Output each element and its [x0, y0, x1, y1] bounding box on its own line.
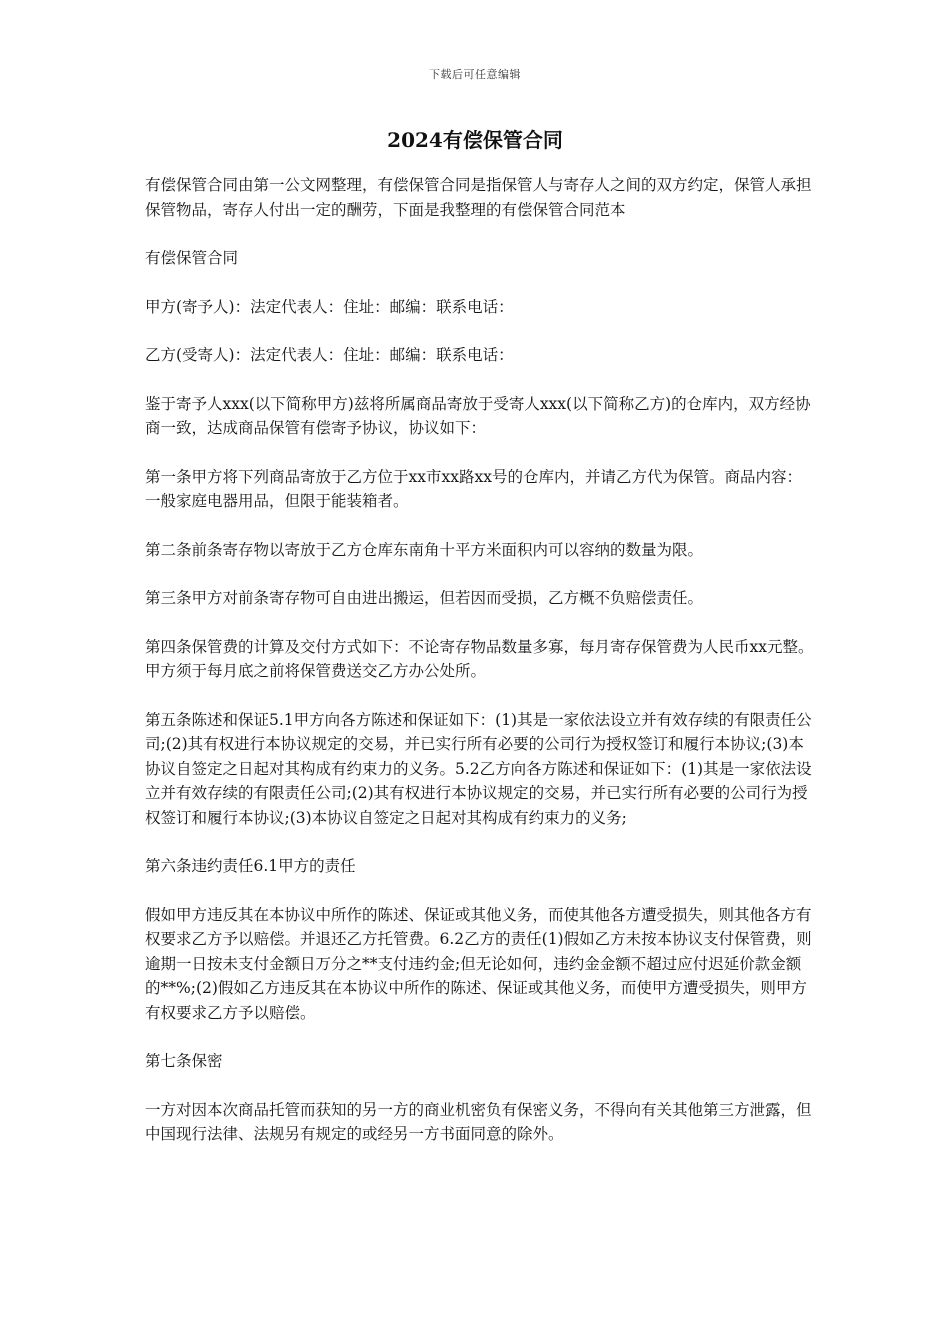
article-4: 第四条保管费的计算及交付方式如下：不论寄存物品数量多寡，每月寄存保管费为人民币xx元整。甲方须于每月底之前将保管费送交乙方办公处所。 [145, 637, 814, 680]
party-a-line: 甲方(寄予人)：法定代表人：住址：邮编：联系电话： [145, 297, 514, 316]
party-b-line: 乙方(受寄人)：法定代表人：住址：邮编：联系电话： [145, 346, 514, 364]
header-note: 下载后可任意编辑 [429, 68, 521, 81]
article-6-heading: 第六条违约责任6.1甲方的责任 [145, 857, 356, 875]
article-5: 第五条陈述和保证5.1甲方向各方陈述和保证如下：(1)其是一家依法设立并有效存续的有限责任公司;(2)其有权进行本协议规定的交易，并已实行所有必要的公司行为授权签订和履行本协议;(3)本协议自签定之日起对其构成有约束力的义务。5.2乙方向各方陈述和保证如下：(1)其是一家依法设立并有效存续的有限责任公司;(2)其有权进行本协议规定的交易，并已实行所有必要的公司行为授权签订和履行本协议;(3)本协议自签定之日起对其构成有约束力的义务; [145, 710, 812, 827]
article-2: 第二条前条寄存物以寄放于乙方仓库东南角十平方米面积内可以容纳的数量为限。 [145, 540, 704, 559]
article-6-body: 假如甲方违反其在本协议中所作的陈述、保证或其他义务，而使其他各方遭受损失，则其他各方有权要求乙方予以赔偿。并退还乙方托管费。6.2乙方的责任(1)假如乙方未按本协议支付保管费，则逾期一日按未支付金额日万分之**支付违约金;但无论如何，违约金金额不超过应付迟延价款金额的**%;(2)假如乙方违反其在本协议中所作的陈述、保证或其他义务，而使甲方遭受损失，则甲方有权要求乙方予以赔偿。 [145, 905, 812, 1022]
article-7-body: 一方对因本次商品托管而获知的另一方的商业机密负有保密义务，不得向有关其他第三方泄露，但中国现行法律、法规另有规定的或经另一方书面同意的除外。 [145, 1100, 812, 1143]
article-7-heading: 第七条保密 [145, 1052, 223, 1070]
document-title: 2024有偿保管合同 [387, 128, 563, 152]
contract-heading: 有偿保管合同 [145, 249, 239, 267]
intro-paragraph: 有偿保管合同由第一公文网整理，有偿保管合同是指保管人与寄存人之间的双方约定，保管人承担保管物品，寄存人付出一定的酬劳，下面是我整理的有偿保管合同范本 [145, 176, 812, 219]
preamble-paragraph: 鉴于寄予人xxx(以下简称甲方)兹将所属商品寄放于受寄人xxx(以下简称乙方)的仓库内，双方经协商一致，达成商品保管有偿寄予协议，协议如下： [145, 394, 811, 437]
document-body [145, 173, 815, 1171]
article-3: 第三条甲方对前条寄存物可自由进出搬运，但若因而受损，乙方概不负赔偿责任。 [145, 589, 704, 607]
article-1: 第一条甲方将下列商品寄放于乙方位于xx市xx路xx号的仓库内，并请乙方代为保管。商品内容：一般家庭电器用品，但限于能装箱者。 [145, 467, 802, 510]
